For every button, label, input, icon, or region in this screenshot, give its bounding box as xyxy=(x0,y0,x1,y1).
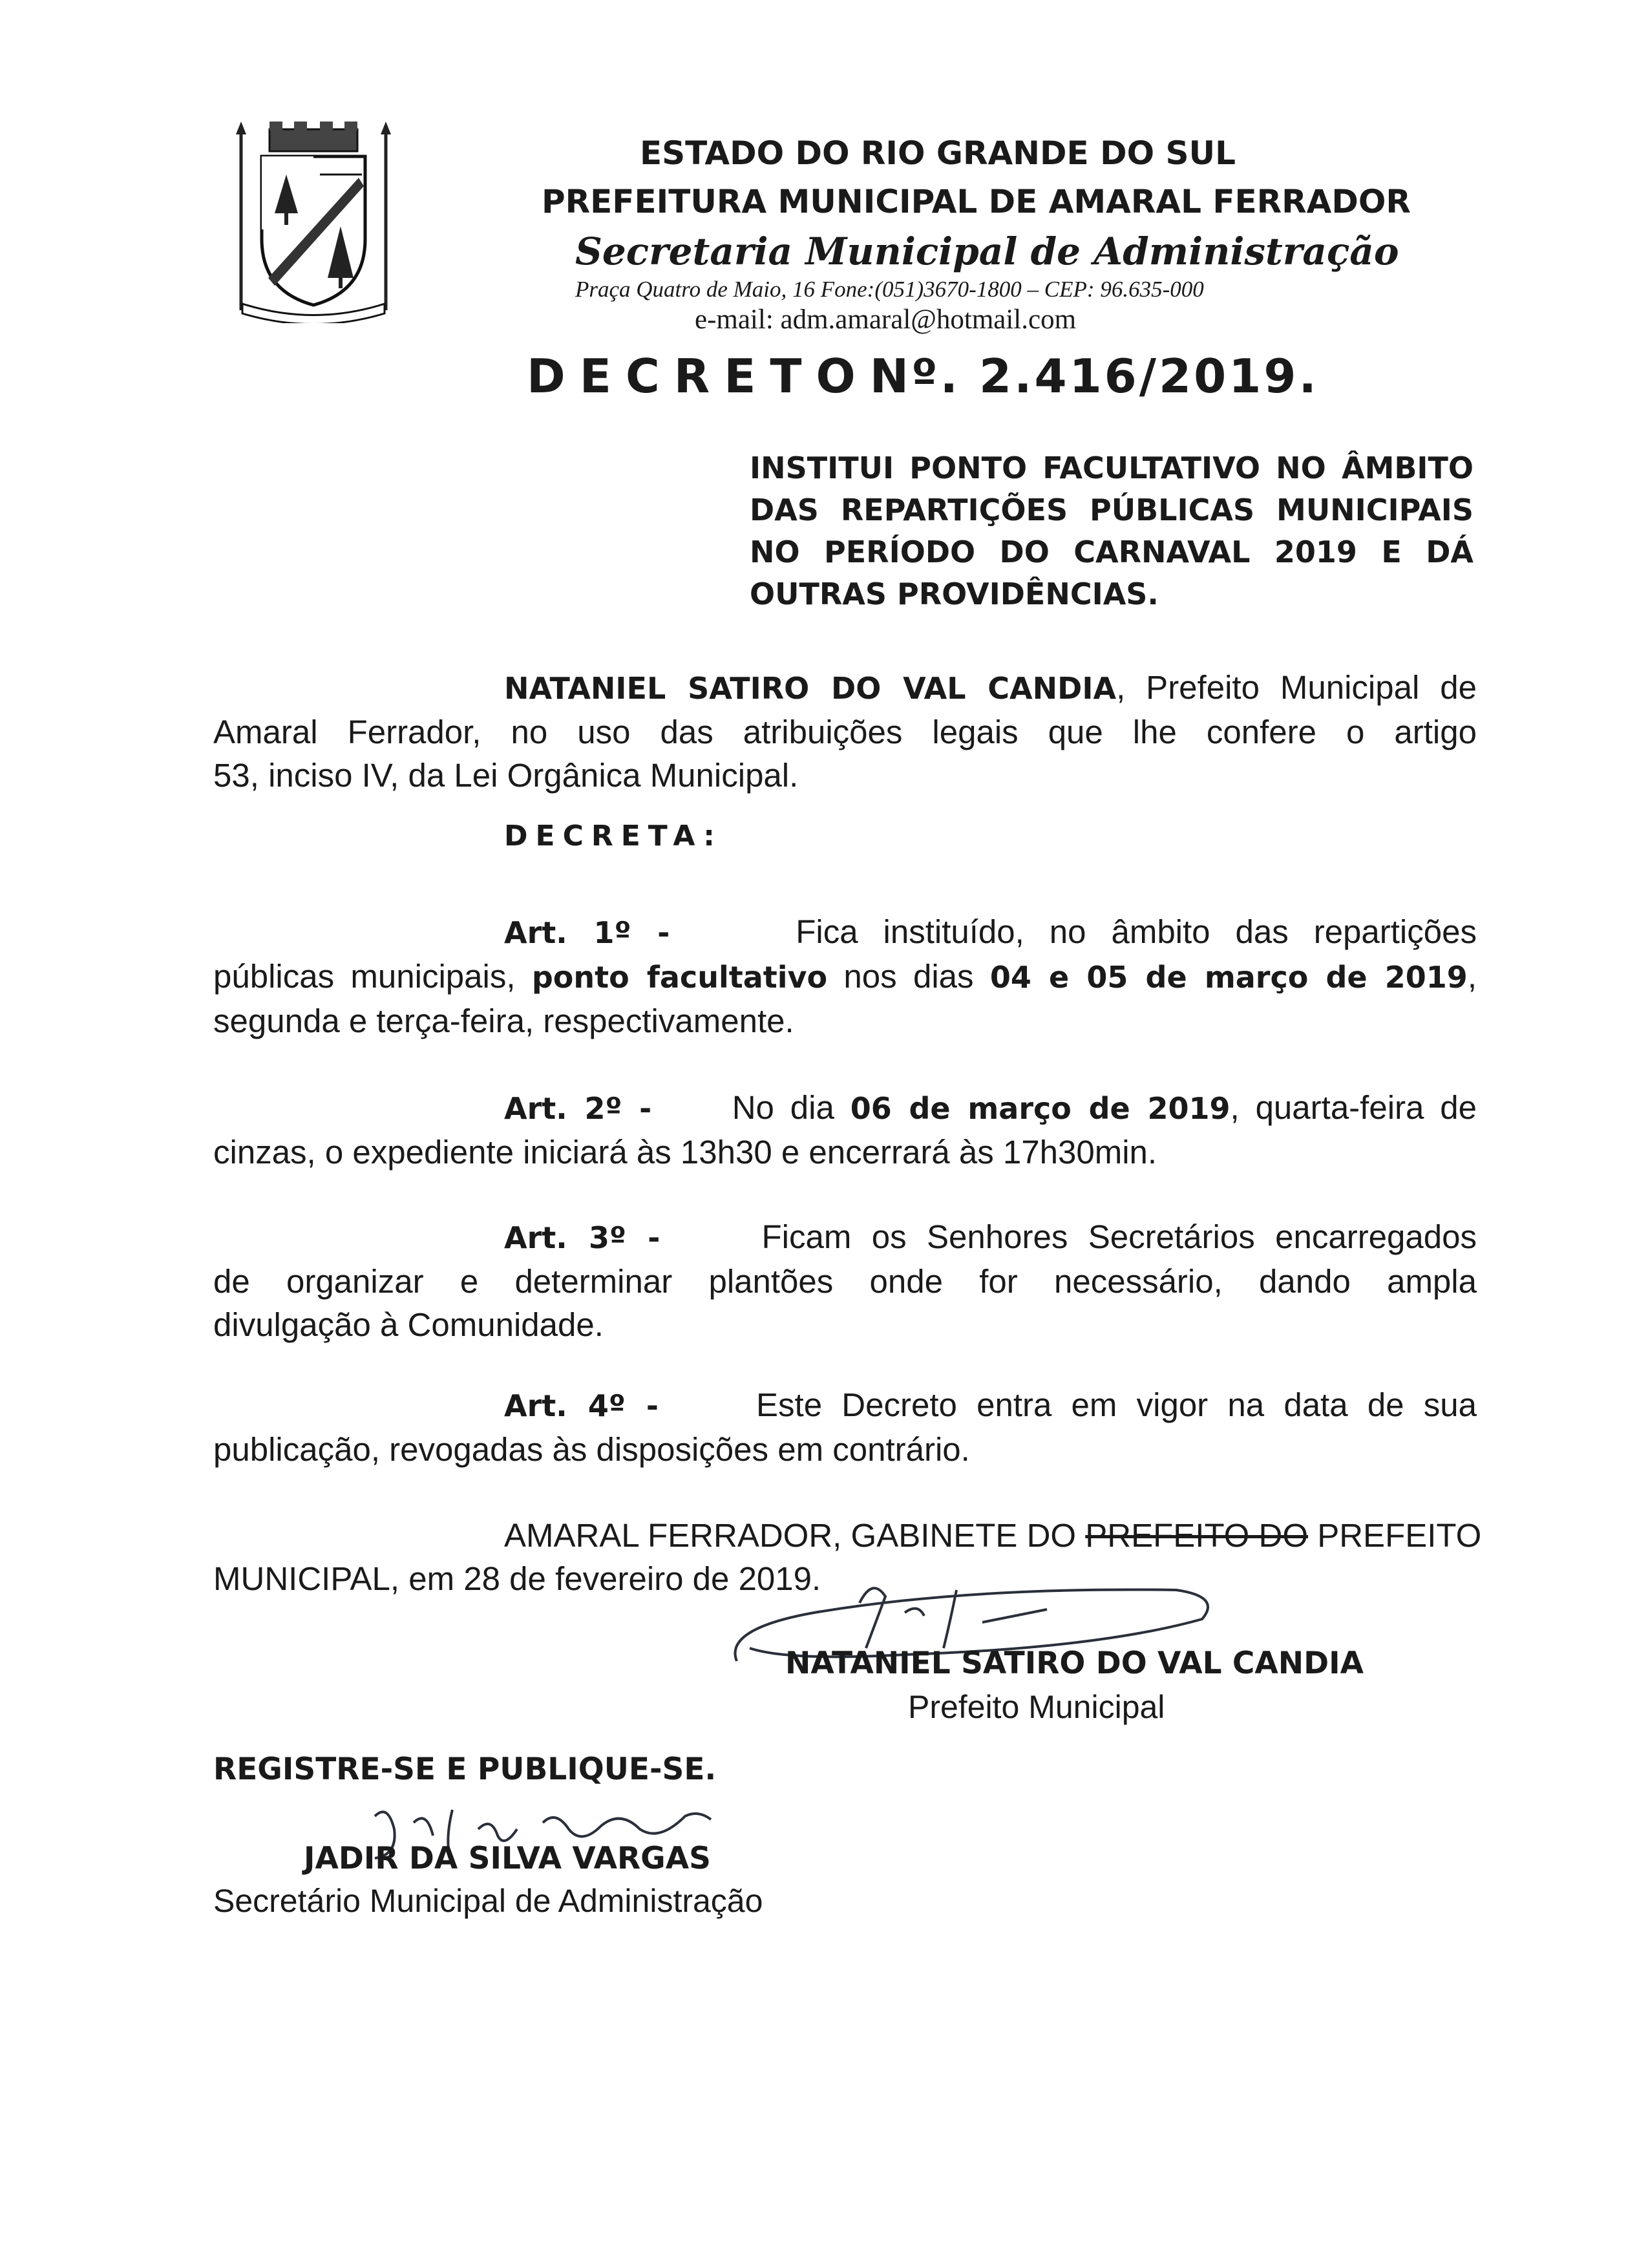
preamble: NATANIEL SATIRO DO VAL CANDIA, Prefeito Municipal de Amaral Ferrador, no uso das atribuições legais que lhe confere o artigo 53, inciso IV, da Lei Orgânica Municipal. xyxy=(213,669,1477,794)
state-heading: ESTADO DO RIO GRANDE DO SUL xyxy=(640,134,1236,172)
article-3: Art. 3º - Ficam os Senhores Secretários encarregados de organizar e determinar plantões onde for necessário, dando ampla divulgação à Comunidade. xyxy=(213,1218,1477,1343)
secretary-signature-name: JADIR DA SILVA VARGAS xyxy=(304,1841,711,1876)
article-label: Art. 1º - xyxy=(504,915,670,950)
article-label: Art. 3º - xyxy=(504,1220,660,1255)
ementa-line: OUTRAS PROVIDÊNCIAS. xyxy=(750,577,1159,611)
article-1: Art. 1º - Fica instituído, no âmbito das repartições públicas municipais, ponto facultativo nos dias 04 e 05 de março de 2019, segunda e terça-feira, respectivamente. xyxy=(213,913,1477,1039)
prefecture-heading: PREFEITURA MUNICIPAL DE AMARAL FERRADOR xyxy=(542,183,1411,220)
article-label: Art. 2º - xyxy=(504,1091,652,1126)
secretary-signature-role: Secretário Municipal de Administração xyxy=(213,1883,763,1919)
coat-of-arms-icon xyxy=(229,116,397,323)
decree-prefix: DECRETO xyxy=(527,349,870,403)
mayor-name-inline: NATANIEL SATIRO DO VAL CANDIA xyxy=(504,671,1117,706)
closing-place-date: AMARAL FERRADOR, GABINETE DO PREFEITO DO PREFEITO MUNICIPAL, em 28 de fevereiro de 2019. xyxy=(213,1517,1482,1597)
register-publish: REGISTRE-SE E PUBLIQUE-SE. xyxy=(213,1752,717,1787)
decreta-heading: DECRETA: xyxy=(504,820,723,853)
ementa xyxy=(750,447,1474,615)
article-label: Art. 4º - xyxy=(504,1388,659,1423)
secretariat-heading: Secretaria Municipal de Administração xyxy=(575,229,1399,273)
ementa-line: NO PERÍODO DO CARNAVAL 2019 E DÁ xyxy=(750,535,1474,569)
decree-title xyxy=(527,349,1319,403)
email-line: e-mail: adm.amaral@hotmail.com xyxy=(695,304,1077,335)
ementa-line: DAS REPARTIÇÕES PÚBLICAS MUNICIPAIS xyxy=(750,493,1474,527)
article-4: Art. 4º - Este Decreto entra em vigor na data de sua publicação, revogadas às disposições em contrário. xyxy=(213,1386,1477,1468)
mayor-signature-name: NATANIEL SATIRO DO VAL CANDIA xyxy=(785,1646,1364,1681)
decree-number: Nº. 2.416/2019. xyxy=(869,349,1319,403)
article-2: Art. 2º - No dia 06 de março de 2019, quarta-feira de cinzas, o expediente iniciará às 13h30 e encerrará às 17h30min. xyxy=(213,1089,1477,1171)
address-line: Praça Quatro de Maio, 16 Fone:(051)3670-1800 – CEP: 96.635-000 xyxy=(575,277,1204,302)
mayor-signature-role: Prefeito Municipal xyxy=(908,1689,1165,1725)
ementa-line: INSTITUI PONTO FACULTATIVO NO ÂMBITO xyxy=(750,450,1474,485)
